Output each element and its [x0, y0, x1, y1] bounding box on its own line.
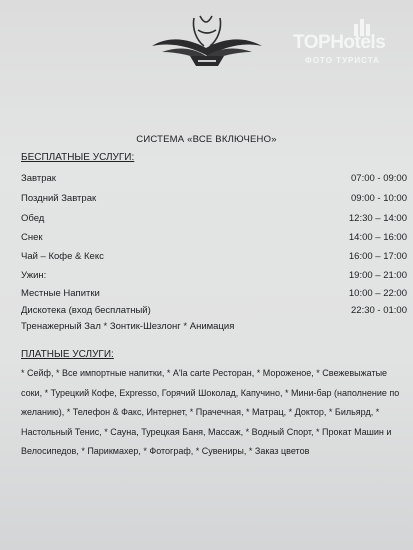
brand-wordmark: TOPHotels — [293, 32, 386, 53]
schedule-row — [21, 193, 407, 207]
schedule-time: 09:00 - 10:00 — [351, 193, 407, 204]
schedule-row — [21, 173, 407, 187]
schedule-time: 16:00 – 17:00 — [348, 251, 407, 262]
tophotels-watermark — [289, 26, 413, 86]
schedule-row — [21, 270, 407, 284]
paid-services-line: Настольный Тенис, * Сауна, Турецкая Баня, Массаж, * Водный Спорт, * Прокат Машин и — [21, 426, 392, 437]
schedule-time: 12:30 – 14:00 — [348, 213, 407, 224]
brand-tagline: ФОТО ТУРИСТА — [305, 56, 380, 65]
schedule-row — [21, 288, 407, 302]
schedule-row — [21, 251, 407, 265]
free-services-heading: БЕСПЛАТНЫЕ УСЛУГИ: — [21, 152, 135, 163]
schedule-label: Завтрак — [21, 173, 56, 184]
schedule-label: Поздний Завтрак — [21, 193, 97, 204]
schedule-row — [21, 232, 407, 246]
schedule-label: Дискотека (вход бесплатный) — [21, 305, 151, 316]
schedule-time: 10:00 – 22:00 — [348, 288, 407, 299]
paid-services-line: желанию), * Телефон & Факс, Интернет, * Прачечная, * Матрац, * Доктор, * Бильярд, * — [21, 407, 380, 417]
schedule-time: 19:00 – 21:00 — [348, 270, 407, 281]
schedule-label: Снек — [21, 232, 43, 243]
paid-services-heading: ПЛАТНЫЕ УСЛУГИ: — [21, 349, 114, 360]
schedule-label: Чай – Кофе & Кекс — [21, 251, 104, 262]
schedule-time: 07:00 - 09:00 — [351, 173, 407, 184]
paid-services-line: * Сейф, * Все импортные напитки, * A'la carte Ресторан, * Мороженое, * Свежевыжатые — [21, 368, 388, 378]
page-title: СИСТЕМА «ВСЕ ВКЛЮЧЕНО» — [136, 134, 277, 145]
free-extras-line: Тренажерный Зал * Зонтик-Шезлонг * Анимация — [21, 321, 235, 332]
schedule-time: 14:00 – 16:00 — [348, 232, 407, 243]
hotel-logo-emblem — [148, 12, 266, 74]
schedule-label: Ужин: — [21, 270, 47, 281]
schedule-time: 22:30 - 01:00 — [351, 305, 407, 316]
paid-services-list — [21, 364, 413, 462]
schedule-label: Местные Напитки — [21, 288, 100, 299]
schedule-label: Обед — [21, 213, 45, 224]
schedule-row — [21, 305, 407, 319]
paid-services-line: Велосипедов, * Парикмахер, * Фотограф, * Сувениры, * Заказ цветов — [21, 446, 310, 456]
schedule-row — [21, 213, 407, 227]
paid-services-line: соки, * Турецкий Кофе, Expresso, Горячий Шоколад, Капучино, * Мини-бар (наполнение по — [21, 387, 400, 398]
